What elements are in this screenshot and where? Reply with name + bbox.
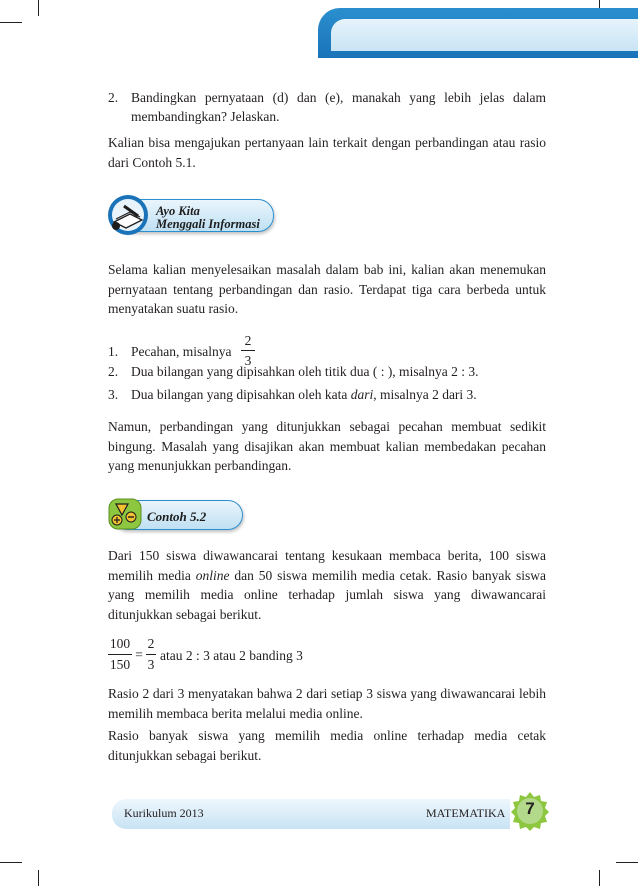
paragraph: Namun, perbandingan yang ditunjukkan sebagai pecahan membuat sedikit bingung. Masalah yang disajikan akan membuat kalian membedakan pecahan yang menunjukkan perbandingan. [108,419,546,473]
math-operations-icon [106,496,144,532]
fraction-denominator: 3 [147,657,155,672]
fraction-numerator: 2 [244,333,252,348]
book-pen-icon [104,192,152,238]
fraction-bar [241,350,255,351]
list-number: 2. [108,364,119,379]
fraction-bar [108,654,132,655]
page-number: 7 [525,799,535,818]
fraction-denominator: 150 [109,657,131,672]
item-number: 2. [108,90,119,105]
paragraph: Rasio banyak siswa yang memilih media online terhadap media cetak ditunjukkan sebagai berikut. [108,728,546,763]
list-item-text: Dua bilangan yang dipisahkan oleh kata dari, misalnya 2 dari 3. [131,387,477,402]
footer-subject: MATEMATIKA [426,806,506,820]
crop-mark [38,0,39,16]
section-title-line2: Menggali Informasi [156,217,260,231]
fraction-numerator: 2 [147,636,155,651]
fraction-numerator: 100 [109,636,131,651]
crop-mark [599,870,600,886]
header-band-inner [331,19,638,51]
fraction-denominator: 3 [244,353,252,368]
item-text-line: membandingkan? Jelaskan. [131,109,280,124]
crop-mark [38,870,39,886]
list-number: 1. [108,344,119,359]
item-text-line: Bandingkan pernyataan (d) dan (e), manakah yang lebih jelas dalam [131,90,546,105]
list-item-text: Dua bilangan yang dipisahkan oleh titik dua ( : ), misalnya 2 : 3. [131,364,479,379]
section-title-line1: Ayo Kita [156,204,200,218]
crop-mark [616,862,638,863]
crop-mark [0,22,22,23]
equation-tail: atau 2 : 3 atau 2 banding 3 [160,648,303,663]
list-number: 3. [108,387,119,402]
paragraph: Selama kalian menyelesaikan masalah dalam bab ini, kalian akan menemukan pernyataan tentang perbandingan dan rasio. Terdapat tiga cara berbeda untuk menyatakan suatu rasio. [108,262,546,316]
crop-mark [0,862,22,863]
paragraph: Dari 150 siswa diwawancarai tentang kesukaan membaca berita, 100 siswa memilih media online dan 50 siswa memilih media cetak. Rasio banyak siswa yang memilih media online terhadap jumlah siswa yang diwawancarai ditunjukkan sebagai berikut. [108,548,546,622]
paragraph: Kalian bisa mengajukan pertanyaan lain terkait dengan perbandingan atau rasio dari Contoh 5.1. [108,135,546,170]
equals-sign: = [135,647,143,662]
example-title: Contoh 5.2 [147,509,207,524]
fraction-bar [146,654,156,655]
footer-curriculum: Kurikulum 2013 [124,806,204,820]
list-item-text: Pecahan, misalnya [131,344,232,359]
paragraph: Rasio 2 dari 3 menyatakan bahwa 2 dari setiap 3 siswa yang diwawancarai lebih memilih membaca berita melalui media online. [108,686,546,721]
